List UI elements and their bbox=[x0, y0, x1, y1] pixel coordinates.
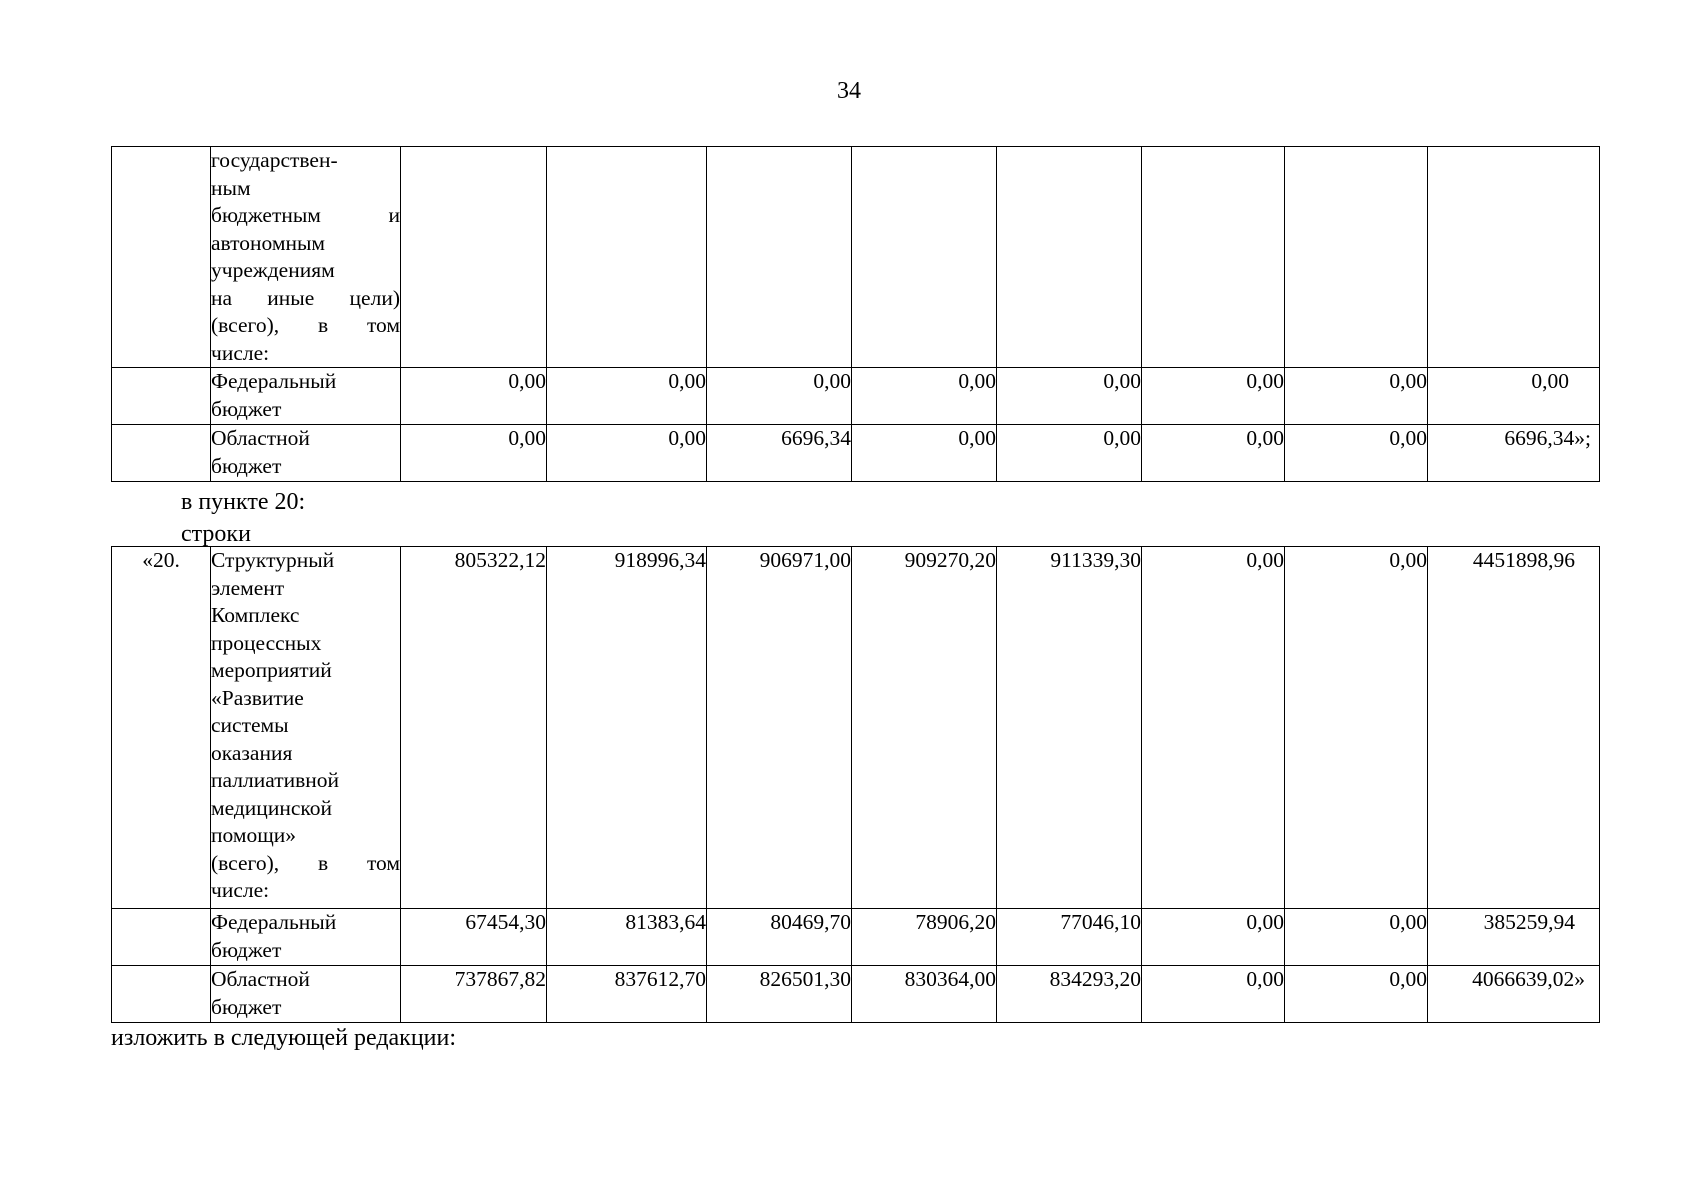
row-number-cell bbox=[112, 147, 211, 368]
table-row bbox=[112, 368, 1600, 425]
value-cell bbox=[707, 147, 852, 368]
value-cell: 737867,82 bbox=[401, 966, 547, 1023]
row-name-cell bbox=[211, 368, 401, 425]
table-row bbox=[112, 966, 1600, 1023]
value-cell bbox=[401, 147, 547, 368]
value-cell: 911339,30 bbox=[997, 547, 1142, 909]
rows-label-text: строки bbox=[181, 521, 251, 547]
row-name-line: государствен- bbox=[211, 148, 338, 172]
value-cell: 0,00 bbox=[852, 368, 997, 425]
row-name-line: Областной bbox=[211, 967, 310, 991]
row-number-cell bbox=[112, 368, 211, 425]
value-cell: 918996,34 bbox=[547, 547, 707, 909]
table-row bbox=[112, 147, 1600, 368]
row-name-line: оказания bbox=[211, 740, 293, 765]
total-cell: 6696,34»; bbox=[1428, 425, 1600, 482]
row-name-cell bbox=[211, 547, 401, 909]
row-name-line: числе: bbox=[211, 878, 270, 902]
row-name-line: элемент bbox=[211, 575, 285, 600]
table-row bbox=[112, 909, 1600, 966]
value-cell: 0,00 bbox=[1142, 368, 1285, 425]
table-row bbox=[112, 547, 1600, 909]
row-name-line: бюджет bbox=[211, 396, 282, 421]
total-cell: 4451898,96 bbox=[1428, 547, 1600, 909]
value-cell: 0,00 bbox=[1285, 909, 1428, 966]
value-cell: 0,00 bbox=[1142, 425, 1285, 482]
value-cell bbox=[1142, 147, 1285, 368]
value-cell: 826501,30 bbox=[707, 966, 852, 1023]
value-cell: 67454,30 bbox=[401, 909, 547, 966]
value-cell: 909270,20 bbox=[852, 547, 997, 909]
value-cell: 81383,64 bbox=[547, 909, 707, 966]
value-cell bbox=[852, 147, 997, 368]
row-name-line: бюджетным и bbox=[211, 203, 400, 227]
row-name-line: бюджет bbox=[211, 994, 282, 1019]
table-row bbox=[112, 425, 1600, 482]
value-cell: 906971,00 bbox=[707, 547, 852, 909]
row-name-line: Структурный bbox=[211, 548, 335, 572]
total-cell: 4066639,02» bbox=[1428, 966, 1600, 1023]
value-cell: 6696,34 bbox=[707, 425, 852, 482]
row-name-line: на иные цели) bbox=[211, 285, 400, 310]
value-cell: 805322,12 bbox=[401, 547, 547, 909]
budget-table-continuation bbox=[111, 146, 1600, 482]
row-name-line: «Развитие bbox=[211, 685, 304, 710]
row-name-line: автономным bbox=[211, 230, 326, 255]
row-name-line: (всего), в том bbox=[211, 850, 400, 875]
row-name-line: Комплекс bbox=[211, 603, 300, 627]
row-number-cell bbox=[112, 425, 211, 482]
row-name-line: Федеральный bbox=[211, 369, 337, 393]
value-cell: 0,00 bbox=[997, 425, 1142, 482]
value-cell: 77046,10 bbox=[997, 909, 1142, 966]
row-name-cell bbox=[211, 425, 401, 482]
value-cell: 830364,00 bbox=[852, 966, 997, 1023]
value-cell: 0,00 bbox=[547, 368, 707, 425]
value-cell: 0,00 bbox=[707, 368, 852, 425]
row-number-cell: «20. bbox=[112, 547, 211, 909]
row-name-line: системы bbox=[211, 713, 289, 737]
row-name-cell bbox=[211, 909, 401, 966]
row-name-line: паллиативной bbox=[211, 768, 340, 792]
value-cell: 0,00 bbox=[1285, 368, 1428, 425]
row-name-cell bbox=[211, 966, 401, 1023]
budget-table-item-20 bbox=[111, 546, 1600, 1023]
row-name-line: ным bbox=[211, 175, 251, 200]
value-cell: 78906,20 bbox=[852, 909, 997, 966]
total-cell: 385259,94 bbox=[1428, 909, 1600, 966]
value-cell: 0,00 bbox=[852, 425, 997, 482]
row-name-line: Областной bbox=[211, 426, 310, 450]
value-cell: 0,00 bbox=[1142, 547, 1285, 909]
value-cell bbox=[1285, 147, 1428, 368]
value-cell: 0,00 bbox=[1285, 547, 1428, 909]
row-name-line: числе: bbox=[211, 340, 270, 365]
value-cell: 0,00 bbox=[401, 425, 547, 482]
row-name-line: (всего), в том bbox=[211, 313, 400, 337]
row-number-cell bbox=[112, 909, 211, 966]
edit-instruction-text: изложить в следующей редакции: bbox=[111, 1025, 457, 1051]
value-cell: 0,00 bbox=[1142, 966, 1285, 1023]
row-name-line: бюджет bbox=[211, 453, 282, 478]
value-cell: 0,00 bbox=[547, 425, 707, 482]
row-number-cell bbox=[112, 966, 211, 1023]
page-number: 34 bbox=[837, 78, 861, 104]
row-name-line: помощи» bbox=[211, 823, 297, 847]
value-cell: 0,00 bbox=[1285, 966, 1428, 1023]
value-cell bbox=[997, 147, 1142, 368]
value-cell bbox=[547, 147, 707, 368]
row-name-line: учреждениям bbox=[211, 258, 335, 282]
total-cell: 0,00 bbox=[1428, 368, 1600, 425]
row-name-cell bbox=[211, 147, 401, 368]
total-cell bbox=[1428, 147, 1600, 368]
value-cell: 0,00 bbox=[1285, 425, 1428, 482]
row-name-line: мероприятий bbox=[211, 658, 332, 682]
value-cell: 0,00 bbox=[401, 368, 547, 425]
row-name-line: бюджет bbox=[211, 937, 282, 962]
row-name-line: медицинской bbox=[211, 795, 332, 820]
value-cell: 837612,70 bbox=[547, 966, 707, 1023]
value-cell: 80469,70 bbox=[707, 909, 852, 966]
row-name-line: Федеральный bbox=[211, 910, 337, 934]
row-name-line: процессных bbox=[211, 630, 322, 655]
value-cell: 0,00 bbox=[997, 368, 1142, 425]
item-reference-text: в пункте 20: bbox=[181, 489, 306, 515]
value-cell: 834293,20 bbox=[997, 966, 1142, 1023]
value-cell: 0,00 bbox=[1142, 909, 1285, 966]
